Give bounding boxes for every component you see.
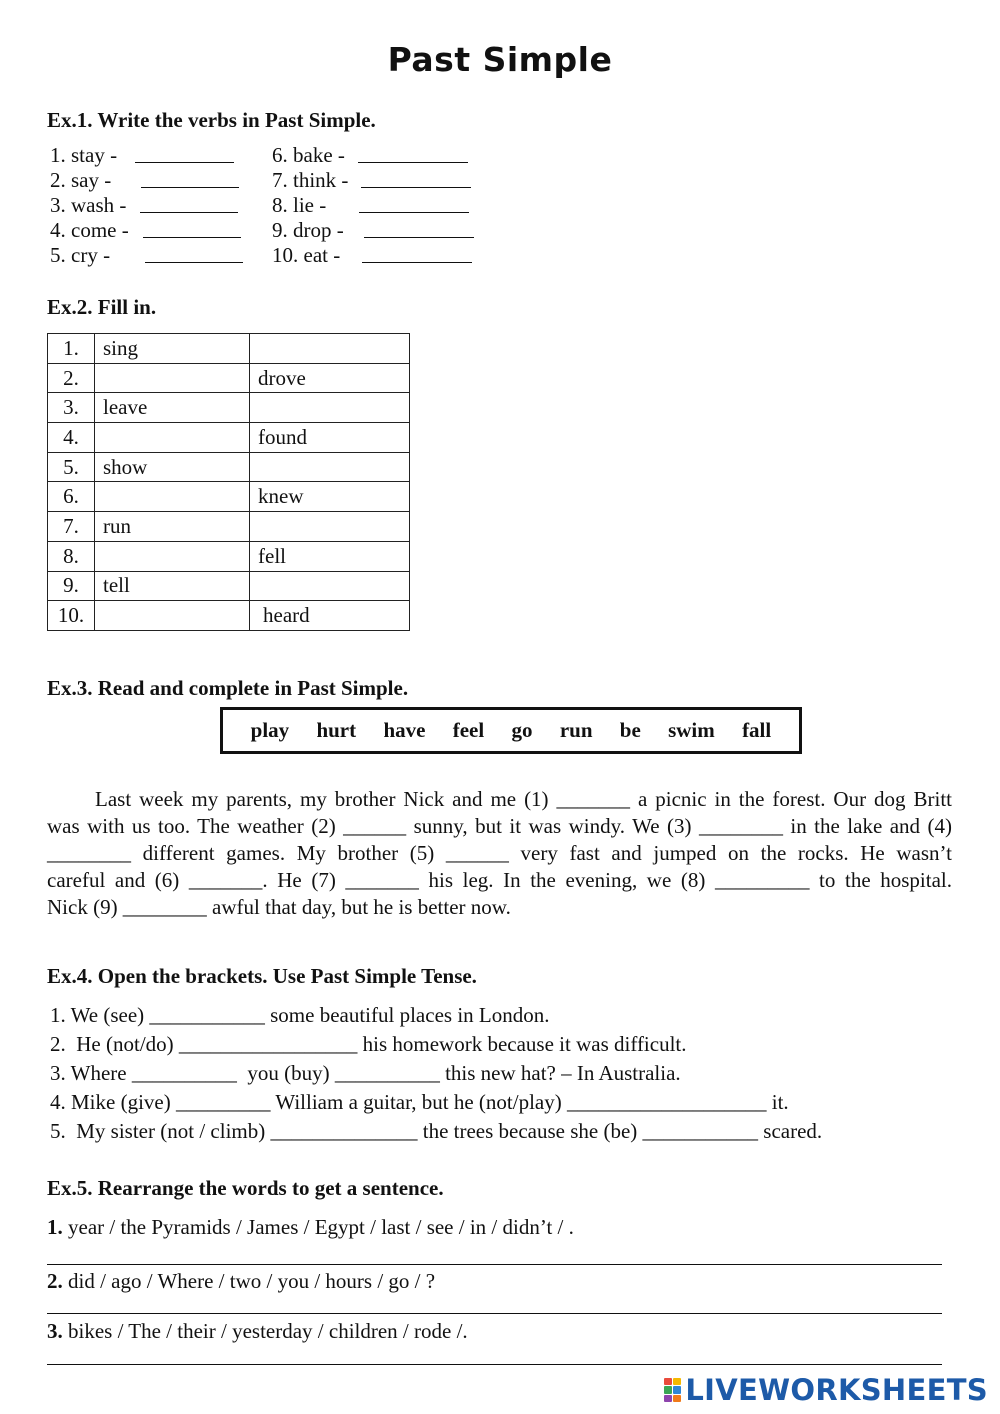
past-form-cell[interactable] <box>250 393 410 423</box>
ex1-answer-2[interactable] <box>141 170 239 188</box>
ex1-item-6: 6. bake - <box>272 143 345 167</box>
row-number: 7. <box>48 512 95 542</box>
liveworksheets-logo[interactable] <box>664 1373 988 1407</box>
ex2-heading: Ex.2. Fill in. <box>47 295 157 319</box>
ex1-answer-3[interactable] <box>140 195 238 213</box>
logo-icon <box>664 1378 681 1402</box>
item-number: 1. <box>47 1215 63 1239</box>
ex4-item-3: 3. Where __________ you (buy) __________ this new hat? – In Australia. <box>50 1061 681 1085</box>
row-number: 4. <box>48 423 95 453</box>
page-title: Past Simple <box>387 40 613 79</box>
base-form-cell[interactable] <box>95 601 250 631</box>
ex3-paragraph <box>47 786 952 921</box>
ex1-item-10: 10. eat - <box>272 243 341 267</box>
ex1-item-4: 4. come - <box>50 218 129 242</box>
row-number: 10. <box>48 601 95 631</box>
base-form-cell[interactable] <box>95 482 250 512</box>
word-bank-item: go <box>511 718 533 742</box>
table-row <box>48 423 410 453</box>
past-form-cell: fell <box>250 541 410 571</box>
word-bank-item: have <box>383 718 426 742</box>
ex4-item-1: 1. We (see) ___________ some beautiful places in London. <box>50 1003 550 1027</box>
ex1-item-1: 1. stay - <box>50 143 118 167</box>
ex1-heading: Ex.1. Write the verbs in Past Simple. <box>47 108 376 132</box>
ex4-heading: Ex.4. Open the brackets. Use Past Simple Tense. <box>47 964 477 988</box>
word-bank <box>220 707 802 754</box>
ex1-answer-10[interactable] <box>362 245 472 263</box>
base-form-cell: show <box>95 452 250 482</box>
row-number: 3. <box>48 393 95 423</box>
past-form-cell[interactable] <box>250 452 410 482</box>
ex1-answer-9[interactable] <box>364 220 474 238</box>
ex1-answer-6[interactable] <box>358 145 468 163</box>
ex3-heading: Ex.3. Read and complete in Past Simple. <box>47 676 409 700</box>
past-form-cell[interactable] <box>250 334 410 364</box>
ex4-item-2: 2. He (not/do) _________________ his homework because it was difficult. <box>50 1032 687 1056</box>
past-form-cell[interactable] <box>250 571 410 601</box>
ex5-item-1 <box>47 1215 574 1240</box>
base-form-cell: tell <box>95 571 250 601</box>
ex1-answer-5[interactable] <box>145 245 243 263</box>
ex1-item-8: 8. lie - <box>272 193 327 217</box>
item-number: 2. <box>47 1269 63 1293</box>
base-form-cell[interactable] <box>95 363 250 393</box>
base-form-cell[interactable] <box>95 423 250 453</box>
table-row <box>48 363 410 393</box>
word-bank-item: hurt <box>316 718 357 742</box>
ex1-item-3: 3. wash - <box>50 193 127 217</box>
table-row <box>48 541 410 571</box>
row-number: 8. <box>48 541 95 571</box>
ex1-item-9: 9. drop - <box>272 218 344 242</box>
ex1-item-5: 5. cry - <box>50 243 111 267</box>
answer-line-1[interactable] <box>47 1264 942 1265</box>
table-row <box>48 601 410 631</box>
ex1-answer-7[interactable] <box>361 170 471 188</box>
base-form-cell: leave <box>95 393 250 423</box>
ex5-heading: Ex.5. Rearrange the words to get a sentence. <box>47 1176 444 1200</box>
word-bank-item: fall <box>742 718 772 742</box>
ex2-table <box>47 333 410 631</box>
ex1-answer-4[interactable] <box>143 220 241 238</box>
paragraph-line: Nick (9) ________ awful that day, but he is better now. <box>47 895 511 919</box>
row-number: 6. <box>48 482 95 512</box>
table-row <box>48 571 410 601</box>
row-number: 5. <box>48 452 95 482</box>
table-row <box>48 334 410 364</box>
ex1-item-7: 7. think - <box>272 168 349 192</box>
ex1-answer-1[interactable] <box>135 145 234 163</box>
paragraph-line: ________ different games. My brother (5) ______ very fast and jumped on the rocks. He wasn’t <box>47 841 952 865</box>
item-number: 3. <box>47 1319 63 1343</box>
base-form-cell: sing <box>95 334 250 364</box>
ex1-answer-8[interactable] <box>359 195 469 213</box>
past-form-cell[interactable] <box>250 512 410 542</box>
table-row <box>48 482 410 512</box>
table-row <box>48 512 410 542</box>
item-text: bikes / The / their / yesterday / children / rode /. <box>62 1319 468 1343</box>
ex4-item-4: 4. Mike (give) _________ William a guitar, but he (not/play) ___________________ it. <box>50 1090 789 1114</box>
row-number: 9. <box>48 571 95 601</box>
past-form-cell: knew <box>250 482 410 512</box>
past-form-cell: found <box>250 423 410 453</box>
item-text: did / ago / Where / two / you / hours / go / ? <box>62 1269 436 1293</box>
item-text: year / the Pyramids / James / Egypt / last / see / in / didn’t / . <box>62 1215 574 1239</box>
table-row <box>48 393 410 423</box>
paragraph-line: was with us too. The weather (2) ______ sunny, but it was windy. We (3) ________ in the lake and (4) <box>47 814 952 838</box>
row-number: 1. <box>48 334 95 364</box>
word-bank-item: run <box>559 718 593 742</box>
word-bank-item: be <box>619 718 641 742</box>
logo-text: LIVEWORKSHEETS <box>685 1373 988 1407</box>
word-bank-item: swim <box>668 718 715 742</box>
past-form-cell: heard <box>250 601 410 631</box>
table-row <box>48 452 410 482</box>
ex5-item-3 <box>47 1319 468 1344</box>
row-number: 2. <box>48 363 95 393</box>
answer-line-2[interactable] <box>47 1313 942 1314</box>
paragraph-line: Last week my parents, my brother Nick and me (1) _______ a picnic in the forest. Our dog Britt <box>95 787 952 811</box>
base-form-cell[interactable] <box>95 541 250 571</box>
answer-line-3[interactable] <box>47 1364 942 1365</box>
word-bank-item: play <box>250 718 290 742</box>
ex1-item-2: 2. say - <box>50 168 112 192</box>
base-form-cell: run <box>95 512 250 542</box>
ex5-item-2 <box>47 1269 435 1294</box>
paragraph-line: careful and (6) _______. He (7) _______ his leg. In the evening, we (8) _________ to the hospital. <box>47 868 952 892</box>
word-bank-item: feel <box>452 718 485 742</box>
ex4-item-5: 5. My sister (not / climb) ______________ the trees because she (be) ___________ scared. <box>50 1119 823 1143</box>
past-form-cell: drove <box>250 363 410 393</box>
